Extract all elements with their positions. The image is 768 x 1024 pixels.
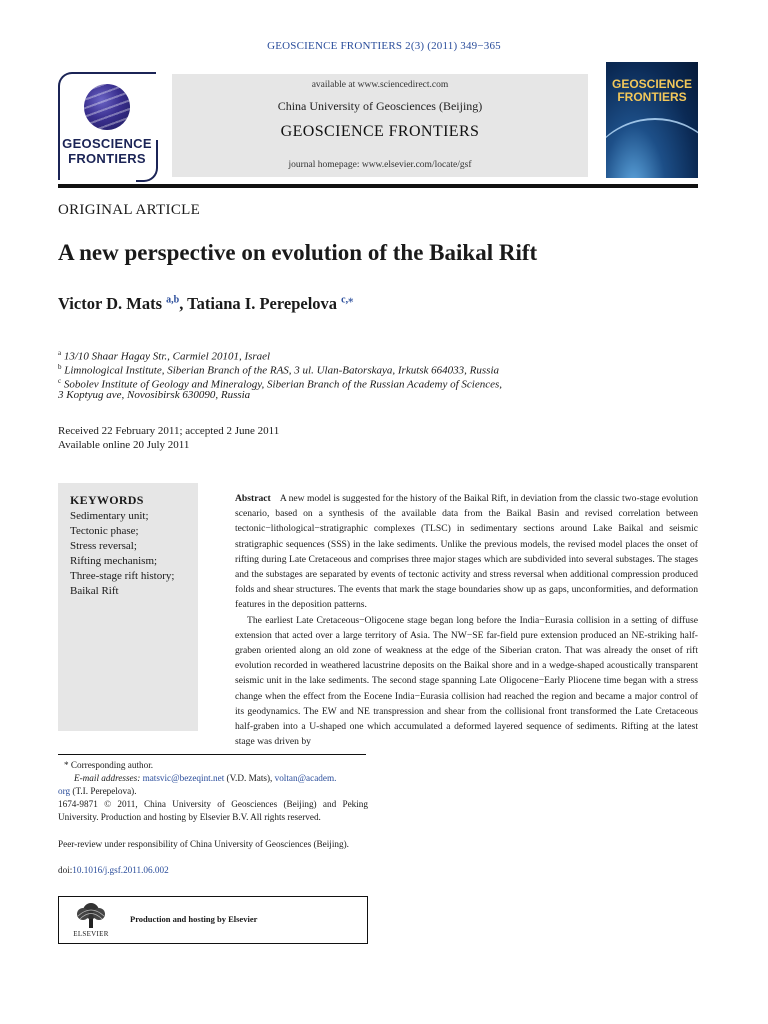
abstract-text-1: A new model is suggested for the history of the Baikal Rift, in deviation from the classic two-stage evolution scenario, based on a synthesis of the available data from the Baikal Basin and revised correlation between tectonic−lithological−stratigraphic complexes (TLSC) in sedimentary sections around Lake Baikal and seismic stratigraphic sequences (SSS) in the lake sediments. Unlike the previous models, the revised model places the onset of rifting during Late Cretaceous and comprises three major stages which are subdivided into several substages. The stages and the substages are separated by events of tectonic activity and stress reversal when additional compression produced folds and shear structures. The events that mark the stage boundaries show up as gaps, unconformities, and deformation features in the deposition patterns. <box>235 493 698 611</box>
article-title: A new perspective on evolution of the Baikal Rift <box>58 240 538 265</box>
author-1[interactable]: Victor D. Mats <box>58 294 167 313</box>
keyword: Tectonic phase; <box>70 525 139 537</box>
affiliation-mark: c <box>58 377 62 385</box>
affiliation-c-cont <box>58 388 250 402</box>
abstract-paragraph-1 <box>235 491 698 613</box>
keyword: Stress reversal; <box>70 540 137 552</box>
logo-line-1: GEOSCIENCE <box>62 136 152 151</box>
email-link-1[interactable]: matsvic@bezeqint.net <box>142 773 225 783</box>
cover-earth-arc <box>606 118 698 178</box>
affiliation-text: Sobolev Institute of Geology and Mineralogy, Siberian Branch of the Russian Academy of Sciences, <box>63 378 503 391</box>
online-date: Available online 20 July 2011 <box>58 439 190 451</box>
received-date: Received 22 February 2011; accepted 2 June 2011 <box>58 425 280 437</box>
author-2[interactable]: Tatiana I. Perepelova <box>187 294 342 313</box>
email-2-owner: (T.I. Perepelova). <box>70 786 137 796</box>
affiliation-text: 3 Koptyug ave, Novosibirsk 630090, Russia <box>58 389 251 401</box>
email-label: E-mail addresses: <box>74 773 143 783</box>
journal-title: GEOSCIENCE FRONTIERS <box>280 123 480 140</box>
keywords-heading: KEYWORDS <box>70 493 144 507</box>
affiliation-mark: b <box>58 363 62 371</box>
keyword: Baikal Rift <box>70 585 119 597</box>
article-type: ORIGINAL ARTICLE <box>58 202 201 218</box>
cover-line-1: GEOSCIENCE <box>611 77 692 91</box>
email-link-2[interactable]: voltan@academ. <box>274 773 337 783</box>
email-addresses <box>58 772 368 785</box>
cover-line-2: FRONTIERS <box>617 90 687 104</box>
author-list <box>58 294 353 314</box>
journal-homepage[interactable]: journal homepage: www.elsevier.com/locate/gsf <box>288 160 472 170</box>
doi-link[interactable]: 10.1016/j.gsf.2011.06.002 <box>72 865 169 875</box>
affiliation-text: 13/10 Shaar Hagay Str., Carmiel 20101, Israel <box>63 350 271 363</box>
corresponding-author: * Corresponding author. <box>64 760 154 770</box>
author-1-affil[interactable]: a,b <box>166 294 180 306</box>
doi-line <box>58 864 368 877</box>
abstract-label: Abstract <box>235 493 271 504</box>
author-separator: , <box>179 294 188 313</box>
email-addresses-cont <box>58 785 368 798</box>
globe-stripes <box>84 84 130 130</box>
footnote-rule <box>58 754 366 755</box>
author-2-affil[interactable]: c,⁎ <box>341 294 354 306</box>
publisher-university: China University of Geosciences (Beijing) <box>277 99 483 113</box>
elsevier-tree-icon <box>74 902 108 928</box>
keyword: Rifting mechanism; <box>70 555 158 567</box>
keyword: Sedimentary unit; <box>70 510 149 522</box>
affiliation-text: Limnological Institute, Siberian Branch of the RAS, 3 ul. Ulan-Batorskaya, Irkutsk 664033, Russia <box>64 364 500 377</box>
abstract-paragraph-2: The earliest Late Cretaceous−Oligocene stage began long before the India−Eurasia collision in a setting of diffuse extension that acted over a large territory of Asia. The NW−SE far-field pure extension produced an NE-striking half-graben oriented along an old zone of weakness at the edge of the Siberian craton. That was already the onset of rift evolution recorded in weathered lacustrine deposits on the Baikal shore and in a wedge-shaped acoustically transparent seismic unit in the lake sediments. The second stage spanning Late Oligocene−Early Pliocene time began with a stress change when the effect from the Eocene India−Eurasia collision had reached the region and became a major control of its geodynamics. The EW and NE transpression and shear from the collisional front transformed the Late Cretaceous half-graben into a U-shaped one which accumulated a deformed layered sequence of sediments. Rifting at the latest stage was driven by <box>235 614 698 748</box>
peer-review-note: Peer-review under responsibility of China University of Geosciences (Beijing). <box>58 839 349 849</box>
journal-reference[interactable]: GEOSCIENCE FRONTIERS 2(3) (2011) 349−365 <box>267 40 501 52</box>
affiliation-mark: a <box>58 349 62 357</box>
doi-label: doi: <box>58 865 73 875</box>
cover-title <box>606 78 698 104</box>
production-hosting-text: Production and hosting by Elsevier <box>130 914 258 924</box>
email-1-owner: (V.D. Mats), <box>224 773 275 783</box>
elsevier-wordmark: ELSEVIER <box>73 930 109 938</box>
availability-line: available at www.sciencedirect.com <box>311 80 449 90</box>
email-link-2-cont[interactable]: org <box>58 786 71 796</box>
abstract <box>235 491 698 749</box>
copyright-notice: 1674-9871 © 2011, China University of Geosciences (Beijing) and Peking University. Production and hosting by Elsevier B.V. All rights reserved. <box>58 799 368 823</box>
header-rule <box>58 184 698 188</box>
logo-line-2: FRONTIERS <box>68 151 146 166</box>
society-logo-text <box>60 136 154 166</box>
keyword: Three-stage rift history; <box>70 570 175 582</box>
